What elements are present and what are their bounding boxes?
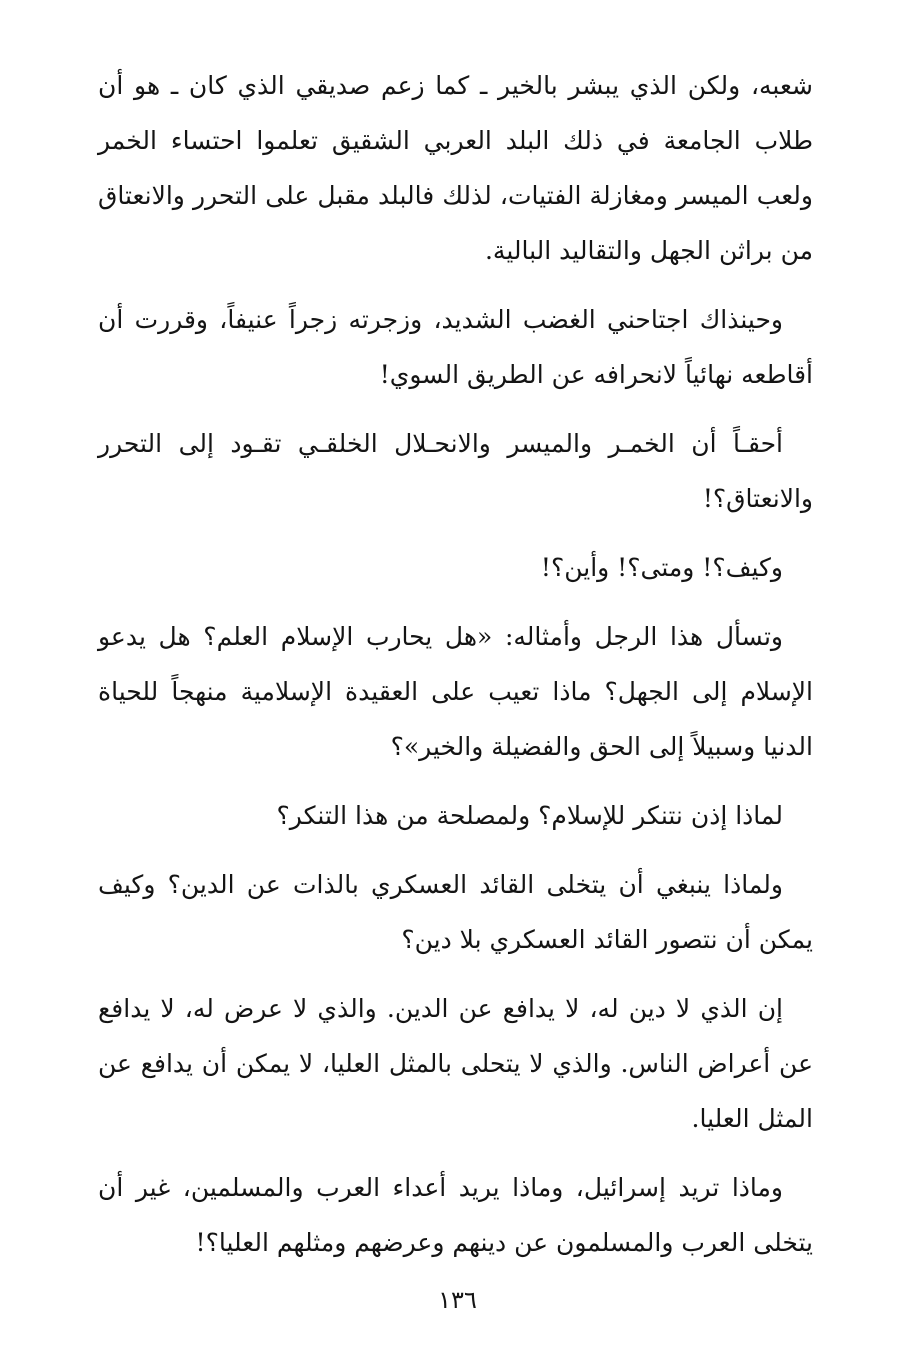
paragraph-8: إن الذي لا دين له، لا يدافع عن الدين. والذي لا عرض له، لا يدافع عن أعراض الناس. والذي لا يتحلى بالمثل العليا، لا يمكن أن يدافع عن المثل العليا. (98, 994, 813, 1133)
page-number: ١٣٦ (438, 1286, 477, 1314)
paragraph-9: وماذا تريد إسرائيل، وماذا يريد أعداء العرب والمسلمين، غير أن يتخلى العرب والمسلمون عن دينهم وعرضهم ومثلهم العليا؟! (98, 1173, 813, 1257)
paragraph-3: أحقـاً أن الخمـر والميسر والانحـلال الخلقـي تقـود إلى التحرر والانعتاق؟! (98, 429, 813, 513)
paragraph-6: لماذا إذن نتنكر للإسلام؟ ولمصلحة من هذا التنكر؟ (276, 801, 783, 830)
paragraph-4: وكيف؟! ومتى؟! وأين؟! (540, 553, 783, 582)
paragraph-7: ولماذا ينبغي أن يتخلى القائد العسكري بالذات عن الدين؟ وكيف يمكن أن نتصور القائد العسكري بلا دين؟ (98, 870, 813, 954)
paragraph-2: وحينذاك اجتاحني الغضب الشديد، وزجرته زجراً عنيفاً، وقررت أن أقاطعه نهائياً لانحرافه عن الطريق السوي! (98, 305, 813, 389)
page-body (98, 58, 813, 1284)
paragraph-5: وتسأل هذا الرجل وأمثاله: «هل يحارب الإسلام العلم؟ هل يدعو الإسلام إلى الجهل؟ ماذا تعيب على العقيدة الإسلامية منهجاً للحياة الدنيا وسبيلاً إلى الحق والفضيلة والخير»؟ (98, 622, 813, 761)
paragraph-1: شعبه، ولكن الذي يبشر بالخير ـ كما زعم صديقي الذي كان ـ هو أن طلاب الجامعة في ذلك البلد العربي الشقيق تعلموا احتساء الخمر ولعب الميسر ومغازلة الفتيات، لذلك فالبلد مقبل على التحرر والانعتاق من براثن الجهل والتقاليد البالية. (98, 71, 813, 265)
